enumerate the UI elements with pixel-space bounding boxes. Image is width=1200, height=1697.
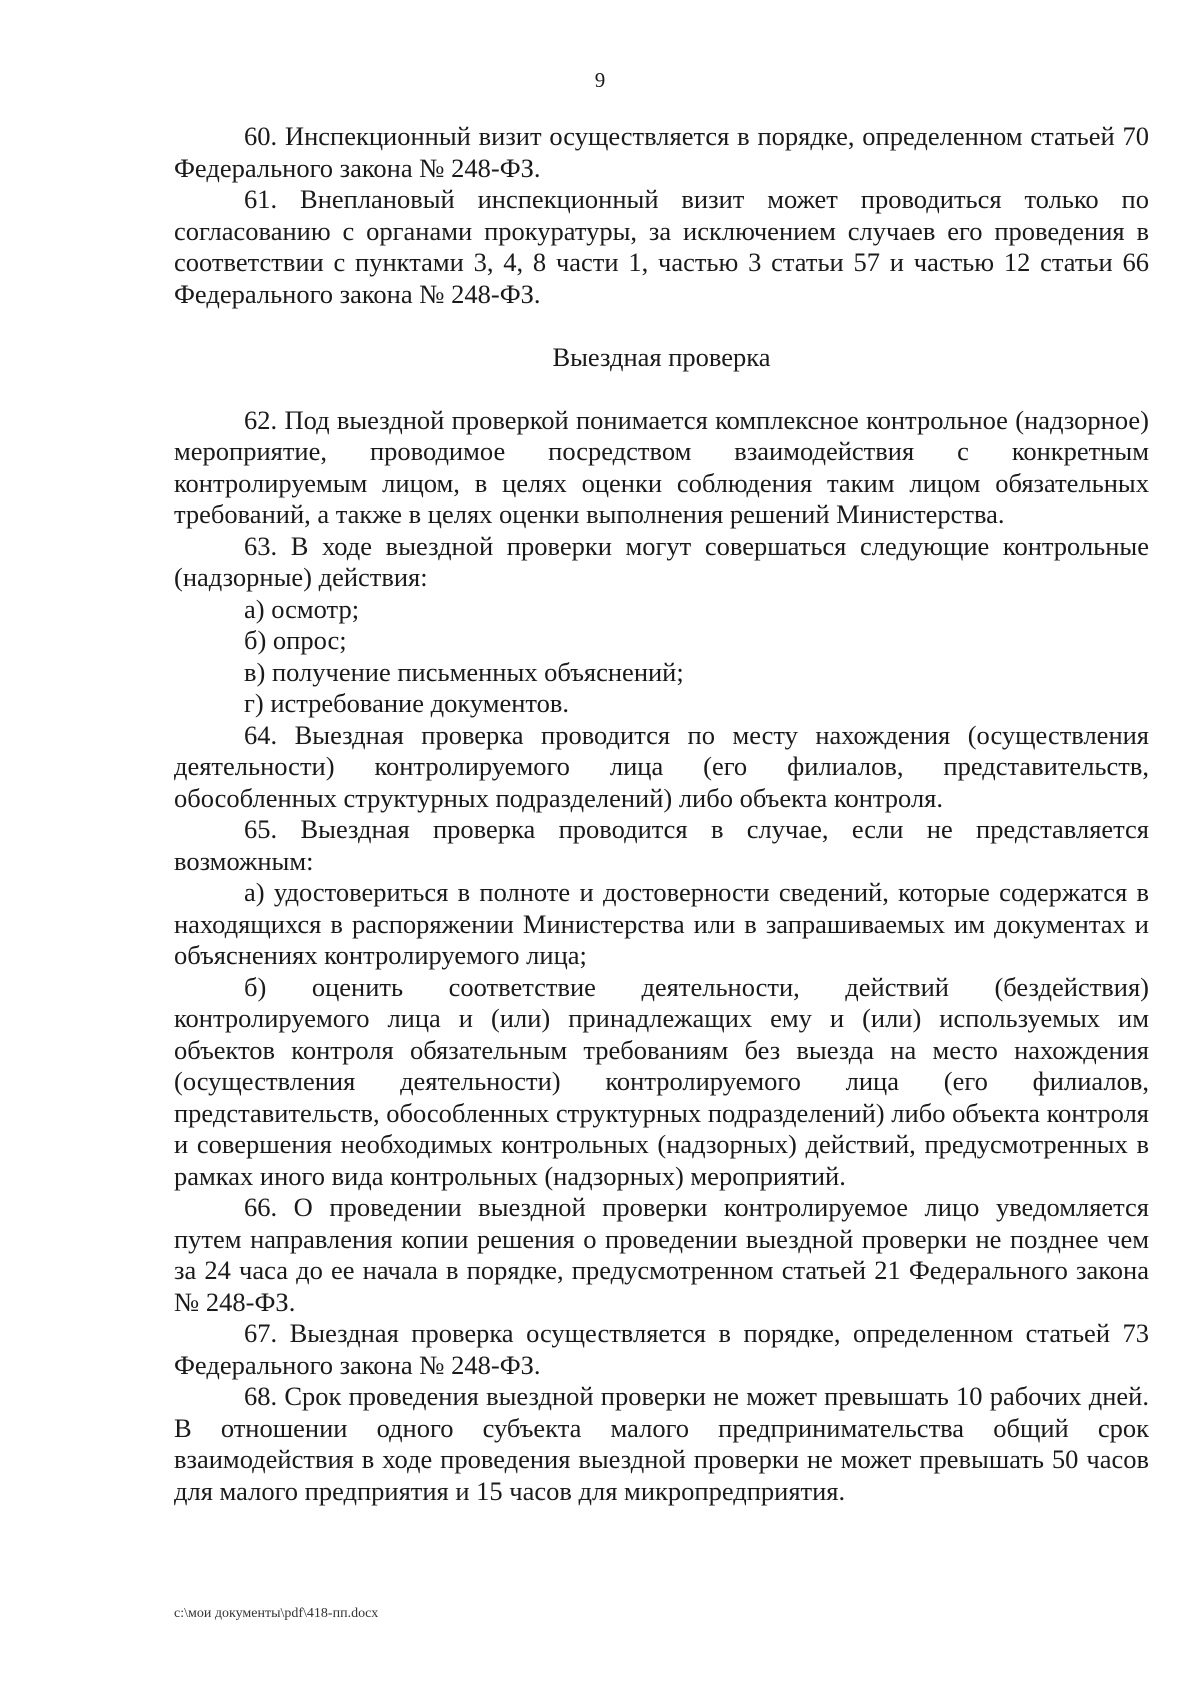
document-body <box>174 121 1149 1507</box>
list-item-b-survey: б) опрос; <box>244 625 347 655</box>
paragraph-63: 63. В ходе выездной проверки могут совершаться следующие контрольные (надзорные) действия: <box>174 530 1149 592</box>
paragraph-62: 62. Под выездной проверкой понимается комплексное контрольное (надзорное) мероприятие, проводимое посредством взаимодействия с конкретным контролируемым лицом, в целях оценки соблюдения таким лицом обязательных требований, а также в целях оценки выполнения решений Министерства. <box>174 404 1149 529</box>
paragraph-60: 60. Инспекционный визит осуществляется в порядке, определенном статьей 70 Федерального закона № 248-ФЗ. <box>174 121 1149 183</box>
paragraph-68: 68. Срок проведения выездной проверки не может превышать 10 рабочих дней. В отношении одного субъекта малого предпринимательства общий срок взаимодействия в ходе проведения выездной проверки не может превышать 50 часов для малого предприятия и 15 часов для микропредприятия. <box>174 1381 1149 1506</box>
list-item-a-inspection: а) осмотр; <box>244 593 360 624</box>
list-item-c-explanations: в) получение письменных объяснений; <box>244 656 684 687</box>
paragraph-65-item-b: б) оценить соответствие деятельности, действий (бездействия) контролируемого лица и (или) принадлежащих ему и (или) используемых им объектов контроля обязательным требованиям без выезда на место нахождения (осуществления деятельности) контролируемого лица (его филиалов, представительств, обособленных структурных подразделений) либо объекта контроля и совершения необходимых контрольных (надзорных) действий, предусмотренных в рамках иного вида контрольных (надзорных) мероприятий. <box>174 971 1149 1191</box>
page-number: 9 <box>594 68 606 92</box>
paragraph-66: 66. О проведении выездной проверки контролируемое лицо уведомляется путем направления копии решения о проведении выездной проверки не позднее чем за 24 часа до ее начала в порядке, предусмотренном статьей 21 Федерального закона № 248-ФЗ. <box>174 1192 1149 1317</box>
paragraph-61: 61. Внеплановый инспекционный визит может проводиться только по согласованию с органами прокуратуры, за исключением случаев его проведения в соответствии с пунктами 3, 4, 8 части 1, частью 3 статьи 57 и частью 12 статьи 66 Федерального закона № 248-ФЗ. <box>174 184 1149 309</box>
paragraph-64: 64. Выездная проверка проводится по месту нахождения (осуществления деятельности) контролируемого лица (его филиалов, представительств, обособленных структурных подразделений) либо объекта контроля. <box>174 719 1149 813</box>
paragraph-65-item-a: а) удостовериться в полноте и достоверности сведений, которые содержатся в находящихся в распоряжении Министерства или в запрашиваемых им документах и объяснениях контролируемого лица; <box>174 877 1149 970</box>
footer-file-path: c:\мои документы\pdf\418-пп.docx <box>174 1606 379 1621</box>
paragraph-65: 65. Выездная проверка проводится в случае, если не представляется возможным: <box>174 814 1149 876</box>
list-item-d-documents: г) истребование документов. <box>244 688 570 718</box>
paragraph-67: 67. Выездная проверка осуществляется в порядке, определенном статьей 73 Федерального закона № 248-ФЗ. <box>174 1318 1149 1380</box>
section-heading: Выездная проверка <box>552 342 771 372</box>
